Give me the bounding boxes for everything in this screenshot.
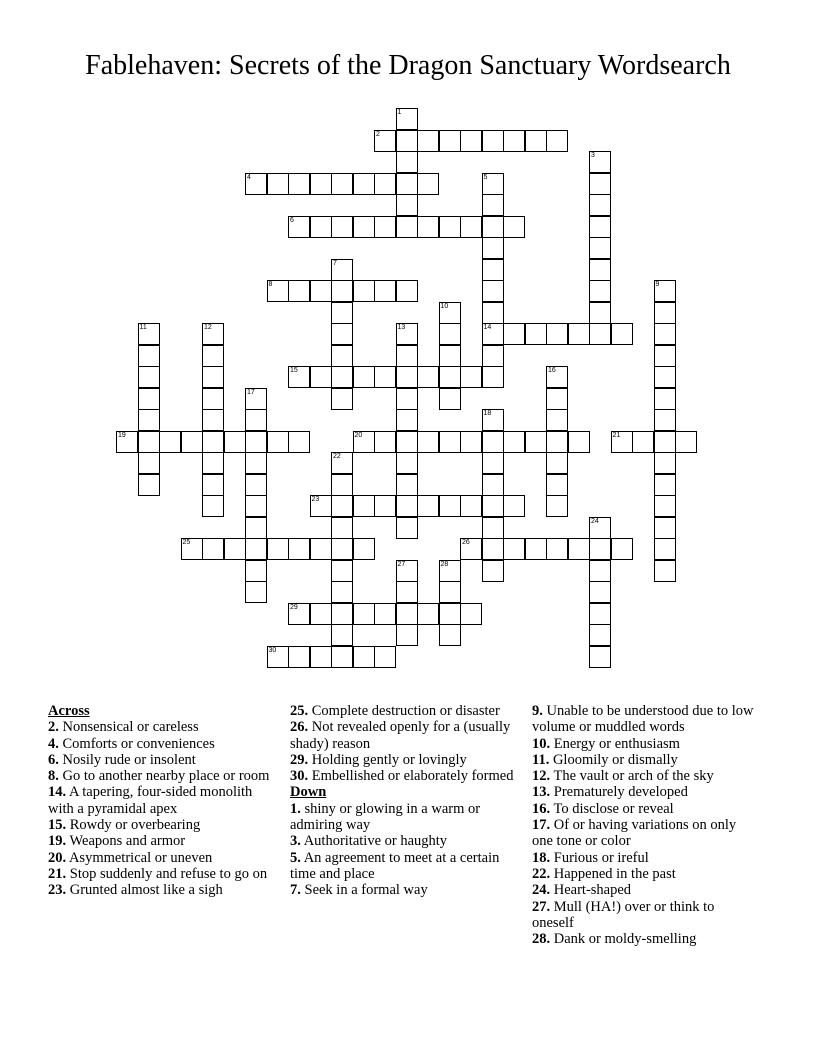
crossword-cell[interactable] [267,280,289,302]
crossword-cell[interactable] [374,280,396,302]
crossword-cell[interactable] [654,302,676,324]
crossword-cell[interactable] [331,538,353,560]
crossword-cell[interactable] [460,431,482,453]
crossword-cell[interactable] [202,345,224,367]
crossword-cell[interactable] [654,366,676,388]
crossword-cell[interactable] [503,216,525,238]
crossword-cell[interactable] [611,323,633,345]
crossword-cell[interactable] [460,216,482,238]
crossword-cell[interactable] [331,366,353,388]
crossword-cell[interactable] [181,431,203,453]
crossword-cell[interactable] [331,216,353,238]
crossword-cell[interactable] [353,431,375,453]
crossword-cell[interactable] [202,388,224,410]
clue-number: 11 [139,324,147,331]
crossword-cell[interactable] [310,280,332,302]
crossword-cell[interactable] [267,646,289,668]
crossword-cell[interactable] [439,624,461,646]
crossword-cell[interactable] [374,431,396,453]
clue-down-17: 17. Of or having variations on only one tone or color [532,817,737,850]
crossword-cell[interactable] [417,216,439,238]
crossword-cell[interactable] [589,603,611,625]
crossword-cell[interactable] [396,452,418,474]
crossword-cell[interactable] [546,130,568,152]
crossword-cell[interactable] [138,474,160,496]
across-heading: Across [48,703,90,719]
crossword-cell[interactable] [632,431,654,453]
crossword-cell[interactable] [589,323,611,345]
clue-number: 3 [591,152,595,159]
crossword-cell[interactable] [654,517,676,539]
crossword-cell[interactable] [654,538,676,560]
crossword-cell[interactable] [331,323,353,345]
crossword-cell[interactable] [245,538,267,560]
crossword-cell[interactable] [525,323,547,345]
crossword-cell[interactable] [331,517,353,539]
crossword-cell[interactable] [675,431,697,453]
clue-column-1 [48,703,274,899]
crossword-cell[interactable] [331,452,353,474]
clue-across-30: 30. Embellished or elaborately formed [290,768,514,785]
crossword-cell[interactable] [482,474,504,496]
crossword-cell[interactable] [245,452,267,474]
crossword-cell[interactable] [331,302,353,324]
clue-number: 1 [397,109,402,116]
crossword-cell[interactable] [138,345,160,367]
clue-number: 23 [311,496,320,503]
crossword-cell[interactable] [374,130,396,152]
crossword-cell[interactable] [288,216,310,238]
crossword-cell[interactable] [353,538,375,560]
crossword-cell[interactable] [374,495,396,517]
clue-number: 5 [483,173,488,181]
clue-down-7: 7. Seek in a formal way [290,882,428,899]
crossword-cell[interactable] [202,495,224,517]
crossword-cell[interactable] [482,194,504,216]
crossword-cell[interactable] [460,538,482,560]
crossword-cell[interactable] [546,495,568,517]
crossword-cell[interactable] [267,538,289,560]
crossword-cell[interactable] [503,323,525,345]
clue-number: 16 [548,367,556,374]
crossword-cell[interactable] [374,603,396,625]
crossword-cell[interactable] [331,388,353,410]
crossword-cell[interactable] [568,431,590,453]
crossword-cell[interactable] [546,431,568,453]
crossword-cell[interactable] [482,323,504,345]
crossword-cell[interactable] [589,581,611,603]
crossword-cell[interactable] [589,173,611,195]
clue-column-3 [532,703,758,947]
clue-number: 6 [290,216,294,224]
crossword-cell[interactable] [439,603,461,625]
crossword-cell[interactable] [138,366,160,388]
crossword-cell[interactable] [202,323,224,345]
crossword-cell[interactable] [396,388,418,410]
page-title: Fablehaven: Secrets of the Dragon Sanctuary Wordsearch [85,50,731,81]
crossword-cell[interactable] [202,474,224,496]
crossword-cell[interactable] [589,259,611,281]
crossword-cell[interactable] [310,366,332,388]
crossword-cell[interactable] [482,216,504,238]
crossword-cell[interactable] [460,366,482,388]
crossword-cell[interactable] [589,237,611,259]
crossword-cell[interactable] [181,538,203,560]
clue-across-23: 23. Grunted almost like a sigh [48,882,223,899]
clue-down-18: 18. Furious or ireful [532,849,649,866]
crossword-cell[interactable] [138,409,160,431]
crossword-cell[interactable] [482,560,504,582]
crossword-cell[interactable] [288,646,310,668]
crossword-cell[interactable] [611,431,633,453]
crossword-cell[interactable] [310,538,332,560]
crossword-cell[interactable] [202,409,224,431]
crossword-cell[interactable] [654,560,676,582]
clue-number: 17 [247,388,255,396]
crossword-cell[interactable] [267,431,289,453]
clue-across-15: 15. Rowdy or overbearing [48,817,201,834]
clue-down-13: 13. Prematurely developed [532,784,688,801]
crossword-cell[interactable] [439,388,461,410]
crossword-cell[interactable] [460,130,482,152]
clue-column-2 [290,703,516,899]
clue-down-11: 11. Gloomily or dismally [532,751,678,768]
crossword-cell[interactable] [546,388,568,410]
crossword-cell[interactable] [353,646,375,668]
crossword-cell[interactable] [396,173,418,195]
crossword-cell[interactable] [267,173,289,195]
crossword-cell[interactable] [396,151,418,173]
crossword-cell[interactable] [288,431,310,453]
crossword-cell[interactable] [482,173,504,195]
crossword-cell[interactable] [353,173,375,195]
crossword-cell[interactable] [396,409,418,431]
crossword-cell[interactable] [503,538,525,560]
crossword-cell[interactable] [417,495,439,517]
clue-number: 2 [376,130,380,138]
crossword-cell[interactable] [439,495,461,517]
crossword-cell[interactable] [589,646,611,668]
clue-across-19: 19. Weapons and armor [48,833,186,850]
crossword-cell[interactable] [525,538,547,560]
crossword-cell[interactable] [568,538,590,560]
crossword-cell[interactable] [654,431,676,453]
crossword-cell[interactable] [245,409,267,431]
crossword-cell[interactable] [482,431,504,453]
clue-across-26: 26. Not revealed openly for a (usually shady) reason [290,719,511,752]
crossword-cell[interactable] [482,538,504,560]
crossword-cell[interactable] [482,302,504,324]
crossword-cell[interactable] [396,345,418,367]
crossword-cell[interactable] [568,323,590,345]
clue-down-12: 12. The vault or arch of the sky [532,768,714,785]
down-heading: Down [290,784,327,801]
crossword-cell[interactable] [439,323,461,345]
clue-number: 12 [204,324,212,331]
crossword-cell[interactable] [589,517,611,539]
crossword-cell[interactable] [546,323,568,345]
clue-number: 8 [268,281,273,288]
clue-number: 21 [612,431,621,439]
clue-down-1: 1. shiny or glowing in a warm or admiring way [290,800,481,834]
clue-number: 7 [333,259,337,267]
clue-number: 27 [397,560,406,568]
crossword-cell[interactable] [116,431,138,453]
clue-number: 22 [333,453,341,460]
clue-number: 9 [655,281,660,288]
crossword-cell[interactable] [439,560,461,582]
crossword-cell[interactable] [202,452,224,474]
crossword-cell[interactable] [589,194,611,216]
clue-number: 19 [118,431,126,439]
crossword-cell[interactable] [482,366,504,388]
clue-number: 14 [483,324,492,331]
clue-down-22: 22. Happened in the past [532,865,676,882]
crossword-cell[interactable] [546,452,568,474]
crossword-cell[interactable] [396,560,418,582]
crossword-cell[interactable] [482,280,504,302]
crossword-cell[interactable] [374,216,396,238]
crossword-cell[interactable] [654,280,676,302]
crossword-cell[interactable] [439,366,461,388]
crossword-cell[interactable] [202,366,224,388]
crossword-cell[interactable] [331,495,353,517]
crossword-cell[interactable] [654,452,676,474]
crossword-cell[interactable] [439,130,461,152]
clue-number: 30 [268,646,277,654]
crossword-cell[interactable] [288,538,310,560]
clue-number: 20 [354,431,363,439]
crossword-cell[interactable] [525,130,547,152]
crossword-cell[interactable] [396,108,418,130]
crossword-cell[interactable] [482,130,504,152]
crossword-cell[interactable] [138,323,160,345]
crossword-cell[interactable] [396,517,418,539]
crossword-cell[interactable] [331,173,353,195]
crossword-cell[interactable] [439,581,461,603]
crossword-cell[interactable] [525,431,547,453]
crossword-cell[interactable] [396,581,418,603]
crossword-cell[interactable] [353,366,375,388]
crossword-cell[interactable] [482,452,504,474]
crossword-cell[interactable] [288,280,310,302]
crossword-cell[interactable] [374,366,396,388]
crossword-cell[interactable] [245,388,267,410]
clue-down-27: 27. Mull (HA!) over or think to oneself [532,898,715,931]
crossword-cell[interactable] [589,624,611,646]
crossword-cell[interactable] [417,603,439,625]
crossword-cell[interactable] [224,431,246,453]
crossword-cell[interactable] [396,216,418,238]
crossword-cell[interactable] [611,538,633,560]
crossword-cell[interactable] [245,431,267,453]
crossword-cell[interactable] [589,216,611,238]
clue-down-16: 16. To disclose or reveal [532,800,674,817]
crossword-cell[interactable] [396,194,418,216]
crossword-cell[interactable] [654,409,676,431]
crossword-cell[interactable] [396,495,418,517]
crossword-cell[interactable] [503,431,525,453]
crossword-cell[interactable] [654,323,676,345]
crossword-cell[interactable] [245,495,267,517]
crossword-cell[interactable] [310,173,332,195]
crossword-cell[interactable] [245,474,267,496]
clue-number: 4 [247,173,251,181]
clue-number: 25 [182,539,191,546]
clue-number: 29 [290,603,298,611]
crossword-cell[interactable] [331,646,353,668]
crossword-cell[interactable] [138,388,160,410]
crossword-cell[interactable] [396,366,418,388]
crossword-cell[interactable] [503,495,525,517]
crossword-cell[interactable] [417,130,439,152]
crossword-cell[interactable] [546,409,568,431]
crossword-cell[interactable] [396,130,418,152]
crossword-cell[interactable] [245,517,267,539]
crossword-cell[interactable] [331,280,353,302]
crossword-cell[interactable] [396,280,418,302]
crossword-cell[interactable] [245,581,267,603]
crossword-cell[interactable] [546,366,568,388]
clue-number: 10 [440,302,449,310]
clue-across-2: 2. Nonsensical or careless [48,719,199,736]
crossword-cell[interactable] [546,538,568,560]
clue-down-3: 3. Authoritative or haughty [290,833,448,850]
crossword-cell[interactable] [310,216,332,238]
crossword-cell[interactable] [439,431,461,453]
crossword-cell[interactable] [417,173,439,195]
crossword-cell[interactable] [138,431,160,453]
crossword-cell[interactable] [353,495,375,517]
crossword-cell[interactable] [654,495,676,517]
crossword-cell[interactable] [503,130,525,152]
crossword-cell[interactable] [374,173,396,195]
clue-number: 18 [483,410,492,417]
crossword-cell[interactable] [589,560,611,582]
crossword-cell[interactable] [439,302,461,324]
crossword-cell[interactable] [331,259,353,281]
crossword-cell[interactable] [331,603,353,625]
crossword-cell[interactable] [654,474,676,496]
crossword-cell[interactable] [396,474,418,496]
crossword-cell[interactable] [396,624,418,646]
crossword-cell[interactable] [331,345,353,367]
clue-number: 13 [397,324,406,331]
crossword-cell[interactable] [654,388,676,410]
crossword-cell[interactable] [374,646,396,668]
crossword-cell[interactable] [353,280,375,302]
crossword-cell[interactable] [245,560,267,582]
clue-number: 15 [290,367,298,374]
clue-number: 24 [591,517,599,525]
crossword-cell[interactable] [310,603,332,625]
clue-down-10: 10. Energy or enthusiasm [532,735,680,752]
clue-down-5: 5. An agreement to meet at a certain time and place [290,849,500,882]
clue-number: 26 [462,539,470,546]
crossword-cell[interactable] [202,431,224,453]
crossword-cell[interactable] [353,603,375,625]
crossword-cell[interactable] [546,474,568,496]
crossword-cell[interactable] [353,216,375,238]
crossword-cell[interactable] [460,603,482,625]
clue-down-28: 28. Dank or moldy-smelling [532,931,697,948]
clue-across-8: 8. Go to another nearby place or room [48,768,270,785]
crossword-cell[interactable] [482,517,504,539]
crossword-cell[interactable] [482,495,504,517]
clue-across-20: 20. Asymmetrical or uneven [48,849,213,866]
crossword-cell[interactable] [482,345,504,367]
crossword-cell[interactable] [288,603,310,625]
clue-down-24: 24. Heart-shaped [532,882,632,899]
clue-across-25: 25. Complete destruction or disaster [290,703,500,719]
crossword-cell[interactable] [288,173,310,195]
crossword-cell[interactable] [439,216,461,238]
clue-down-9: 9. Unable to be understood due to low volume or muddled words [532,703,754,736]
crossword-cell[interactable] [288,366,310,388]
crossword-cell[interactable] [482,237,504,259]
clue-across-29: 29. Holding gently or lovingly [290,751,467,768]
crossword-cell[interactable] [589,151,611,173]
clue-across-21: 21. Stop suddenly and refuse to go on [48,865,268,882]
clue-number: 28 [440,560,449,568]
crossword-cell[interactable] [245,173,267,195]
crossword-cell[interactable] [159,431,181,453]
clue-across-6: 6. Nosily rude or insolent [48,751,196,768]
crossword-cell[interactable] [439,345,461,367]
crossword-cell[interactable] [482,259,504,281]
crossword-cell[interactable] [654,345,676,367]
crossword-cell[interactable] [396,323,418,345]
crossword-cell[interactable] [138,452,160,474]
crossword-cell[interactable] [331,474,353,496]
crossword-cell[interactable] [417,431,439,453]
crossword-cell[interactable] [396,603,418,625]
crossword-cell[interactable] [310,495,332,517]
crossword-cell[interactable] [224,538,246,560]
crossword-cell[interactable] [202,538,224,560]
crossword-cell[interactable] [331,560,353,582]
crossword-cell[interactable] [331,581,353,603]
crossword-cell[interactable] [589,302,611,324]
crossword-cell[interactable] [310,646,332,668]
crossword-cell[interactable] [331,624,353,646]
crossword-cell[interactable] [589,538,611,560]
crossword-cell[interactable] [589,280,611,302]
clue-across-4: 4. Comforts or conveniences [48,735,215,752]
crossword-cell[interactable] [417,366,439,388]
crossword-cell[interactable] [482,409,504,431]
clue-across-14: 14. A tapering, four-sided monolith with a pyramidal apex [48,784,253,817]
crossword-cell[interactable] [396,431,418,453]
crossword-cell[interactable] [460,495,482,517]
